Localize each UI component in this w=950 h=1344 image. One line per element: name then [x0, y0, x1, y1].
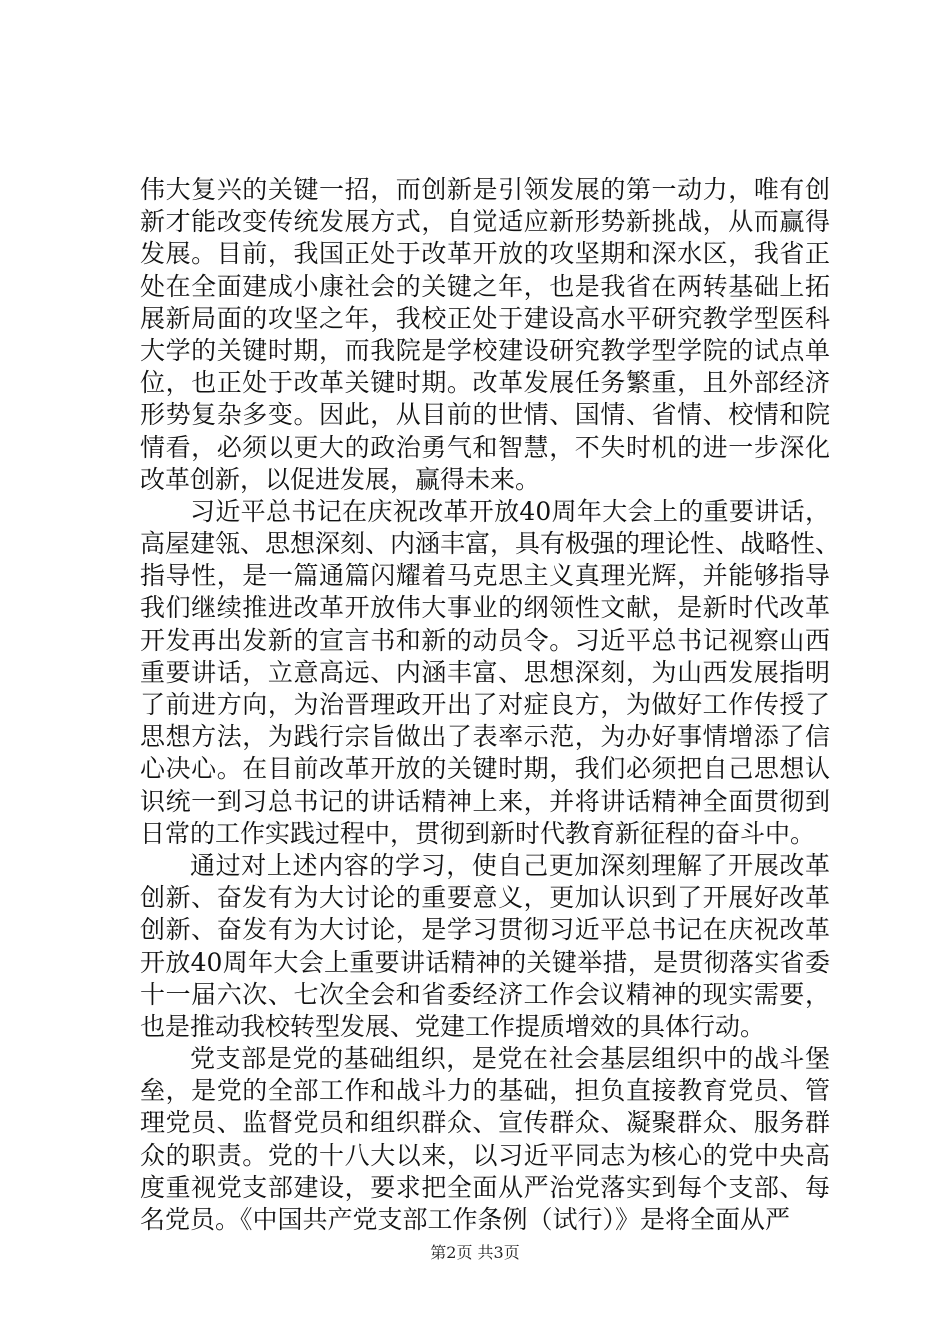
- text-line: 我们继续推进改革开放伟大事业的纲领性文献，是新时代改革: [140, 593, 830, 623]
- text-line: 新才能改变传统发展方式，自觉适应新形势新挑战，从而赢得: [140, 207, 830, 237]
- text-line: 理党员、监督党员和组织群众、宣传群众、凝聚群众、服务群: [140, 1108, 830, 1138]
- text-line: 发展。目前，我国正处于改革开放的攻坚期和深水区，我省正: [140, 239, 830, 269]
- text-line: 高屋建瓴、思想深刻、内涵丰富，具有极强的理论性、战略性、: [140, 529, 841, 559]
- text-line: 大学的关键时期，而我院是学校建设研究教学型学院的试点单: [140, 335, 830, 365]
- text-line: 十一届六次、七次全会和省委经济工作会议精神的现实需要，: [140, 979, 830, 1009]
- document-body: [140, 174, 841, 1236]
- text-line: 思想方法，为践行宗旨做出了表率示范，为办好事情增添了信: [140, 722, 830, 752]
- text-line: 指导性，是一篇通篇闪耀着马克思主义真理光辉，并能够指导: [140, 561, 830, 591]
- text-line: 创新、奋发有为大讨论的重要意义，更加认识到了开展好改革: [140, 883, 830, 913]
- text-line: 创新、奋发有为大讨论，是学习贯彻习近平总书记在庆祝改革: [140, 915, 830, 945]
- text-line: 垒，是党的全部工作和战斗力的基础，担负直接教育党员、管: [140, 1076, 830, 1106]
- text-line: 重要讲话，立意高远、内涵丰富、思想深刻，为山西发展指明: [140, 657, 830, 687]
- text-line: 众的职责。党的十八大以来，以习近平同志为核心的党中央高: [140, 1140, 830, 1170]
- text-line: 名党员。《中国共产党支部工作条例（试行）》是将全面从严: [140, 1205, 791, 1234]
- text-line: 了前进方向，为治晋理政开出了对症良方，为做好工作传授了: [140, 690, 830, 719]
- paragraph: [140, 1043, 830, 1236]
- text-line: 伟大复兴的关键一招，而创新是引领发展的第一动力，唯有创: [140, 175, 830, 204]
- text-line: 也是推动我校转型发展、党建工作提质增效的具体行动。: [140, 1011, 766, 1041]
- text-line: 处在全面建成小康社会的关键之年，也是我省在两转基础上拓: [140, 271, 830, 301]
- page-footer: 第2页 共3页: [430, 1243, 520, 1262]
- text-line: 开放40周年大会上重要讲话精神的关键举措，是贯彻落实省委: [140, 947, 830, 977]
- text-line: 识统一到习总书记的讲话精神上来，并将讲话精神全面贯彻到: [140, 786, 830, 816]
- text-line: 形势复杂多变。因此，从目前的世情、国情、省情、校情和院: [140, 400, 830, 430]
- text-line: 位，也正处于改革关键时期。改革发展任务繁重，且外部经济: [140, 368, 830, 398]
- text-line: 展新局面的攻坚之年，我校正处于建设高水平研究教学型医科: [140, 303, 830, 333]
- text-line: 情看，必须以更大的政治勇气和智慧，不失时机的进一步深化: [140, 432, 830, 462]
- text-line: 日常的工作实践过程中，贯彻到新时代教育新征程的奋斗中。: [140, 818, 816, 848]
- paragraph: [140, 496, 841, 850]
- text-line: 党支部是党的基础组织，是党在社会基层组织中的战斗堡: [190, 1044, 830, 1074]
- text-line: 心决心。在目前改革开放的关键时期，我们必须把自己思想认: [140, 754, 830, 784]
- text-line: 开发再出发新的宣言书和新的动员令。习近平总书记视察山西: [140, 625, 830, 655]
- paragraph: [140, 174, 830, 496]
- text-line: 度重视党支部建设，要求把全面从严治党落实到每个支部、每: [140, 1172, 830, 1202]
- paragraph: [140, 850, 830, 1043]
- text-line: 改革创新，以促进发展，赢得未来。: [140, 464, 541, 494]
- text-line: 习近平总书记在庆祝改革开放40周年大会上的重要讲话，: [190, 496, 830, 526]
- text-line: 通过对上述内容的学习，使自己更加深刻理解了开展改革: [190, 850, 830, 880]
